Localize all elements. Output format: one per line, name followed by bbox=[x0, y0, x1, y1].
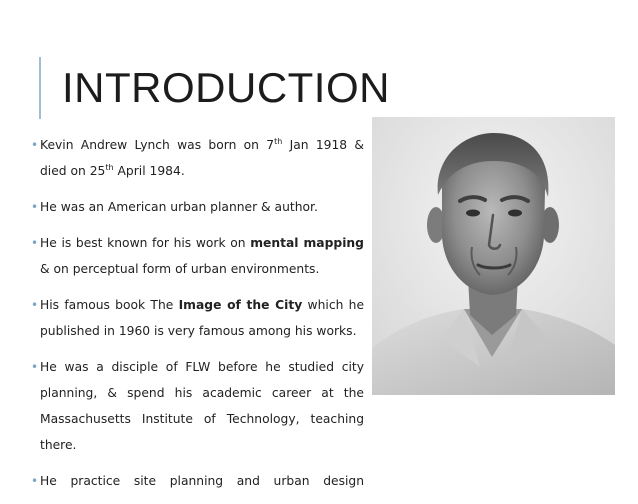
bullet-profession: • He was an American urban planner & author. bbox=[30, 194, 364, 220]
bullet-dot: • bbox=[31, 200, 39, 214]
bullet-dot: • bbox=[31, 360, 39, 374]
slide-title: INTRODUCTION bbox=[62, 64, 390, 111]
bullet-dot: • bbox=[31, 236, 39, 250]
title-accent-bar bbox=[39, 57, 41, 119]
bullet-dot: • bbox=[31, 298, 39, 312]
portrait-photo bbox=[372, 117, 615, 395]
bullet-known-for: • He is best known for his work on mental mapping & on perceptual form of urban environments. bbox=[30, 230, 364, 282]
bullet-birth-death: • Kevin Andrew Lynch was born on 7th Jan 1918 & died on 25th April 1984. bbox=[30, 132, 364, 184]
bullet-dot: • bbox=[31, 474, 39, 488]
bullet-practice: • He practice site planning and urban design bbox=[30, 468, 364, 494]
bullet-dot: • bbox=[31, 138, 39, 152]
bullet-list bbox=[30, 132, 364, 504]
bullet-famous-book: • His famous book The Image of the City which he published in 1960 is very famous among his works. bbox=[30, 292, 364, 344]
bullet-career: • He was a disciple of FLW before he studied city planning, & spend his academic career at the Massachusetts Institute of Technology, teaching there. bbox=[30, 354, 364, 458]
